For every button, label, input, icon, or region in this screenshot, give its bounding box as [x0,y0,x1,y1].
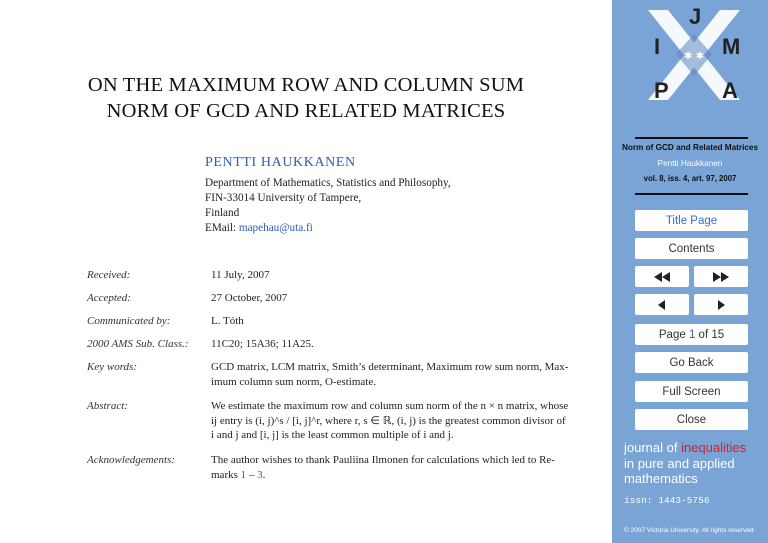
sidebar-volume: vol. 8, iss. 4, art. 97, 2007 [643,174,737,183]
page-prefix: Page [658,328,686,341]
sidebar-divider-top [635,137,748,139]
journal-line-1 [624,440,764,456]
close-button[interactable]: Close [635,409,748,430]
email-link[interactable]: mapehau@uta.fi [238,222,313,234]
next-page-icon [716,300,726,310]
navigation-sidebar [612,0,768,543]
abstract-line: ij entry is (i, j)^s / [i, j]^r, where r, s ∈ ℝ, (i, j) is the greatest common divisor of [211,414,566,427]
ack-line [211,468,581,483]
abstract-label: Abstract: [87,400,128,412]
journal-line-3: mathematics [624,471,698,486]
page-indicator [635,324,748,345]
email-label: EMail: [205,222,239,234]
journal-line-2: in pure and applied [624,455,735,471]
keywords-value [211,360,581,389]
logo-letter-p: P [654,78,669,103]
last-page-icon [712,272,730,282]
prev-page-icon [657,300,667,310]
sidebar-divider-bottom [635,193,748,195]
next-page-button[interactable] [694,294,748,315]
page-current: 1 [688,328,696,341]
keywords-line: GCD matrix, LCM matrix, Smith’s determinant, Maximum row sum norm, Max- [211,361,569,373]
first-page-button[interactable] [635,266,689,287]
journal-highlight: inequalities [681,440,747,455]
full-screen-button[interactable]: Full Screen [635,381,748,402]
affiliation-line: FIN-33014 University of Tampere, [205,192,362,204]
jimpa-logo [642,4,746,106]
accepted-value: 27 October, 2007 [211,292,288,304]
title-line-1: ON THE MAXIMUM ROW AND COLUMN SUM [87,74,525,96]
sidebar-author: Pentti Haukkanen [657,159,723,168]
abstract-value [211,399,581,443]
title-page-button[interactable]: Title Page [635,210,748,231]
ams-label: 2000 AMS Sub. Class.: [87,338,189,350]
logo-letter-j: J [689,4,702,29]
author-name: PENTTI HAUKKANEN [205,155,356,170]
contents-button[interactable]: Contents [635,238,748,259]
ack-text: marks [211,468,241,481]
keywords-line: imum column sum norm, O-estimate. [211,375,376,388]
ack-value [211,453,581,482]
logo-letter-a: A [722,78,738,103]
page-suffix: of 15 [698,328,725,341]
communicated-link[interactable]: L. Tóth [211,315,244,327]
journal-prefix: journal of [624,440,682,455]
received-value: 11 July, 2007 [211,269,270,281]
abstract-line: We estimate the maximum row and column sum norm of the n × n matrix, whose [211,400,569,412]
email-line [205,221,451,236]
communicated-label: Communicated by: [87,315,171,327]
copyright: © 2007 Victoria University. All rights reserved. [624,527,756,534]
prev-page-button[interactable] [635,294,689,315]
accepted-label: Accepted: [87,292,131,304]
last-page-button[interactable] [694,266,748,287]
received-label: Received: [87,269,131,281]
first-page-icon [653,272,671,282]
ack-end: . [262,468,266,481]
affiliation-line: Finland [205,207,240,219]
ack-label: Acknowledgements: [87,454,175,466]
logo-letter-m: M [722,34,741,59]
journal-name [624,440,764,487]
affiliation [205,176,451,236]
ack-dash: – [246,468,258,481]
ams-value: 11C20; 15A36; 11A25. [211,338,314,350]
logo-letter-i: I [654,34,661,59]
sidebar-short-title: Norm of GCD and Related Matrices [621,143,759,152]
go-back-button[interactable]: Go Back [635,352,748,373]
paper-title [40,72,572,124]
abstract-line: i and j and [i, j] is the least common multiple of i and j. [211,429,454,441]
ack-line: The author wishes to thank Pauliina Ilmonen for calculations which led to Re- [211,454,555,466]
logo-stars: ✱ ✱ [684,51,704,62]
affiliation-line: Department of Mathematics, Statistics and Philosophy, [205,177,451,189]
issn: issn: 1443-5756 [624,495,710,506]
remark-link-3[interactable]: 3 [257,468,263,481]
remark-link-1[interactable]: 1 [240,468,247,481]
title-line-2: NORM OF GCD AND RELATED MATRICES [106,100,506,122]
keywords-label: Key words: [87,361,138,373]
